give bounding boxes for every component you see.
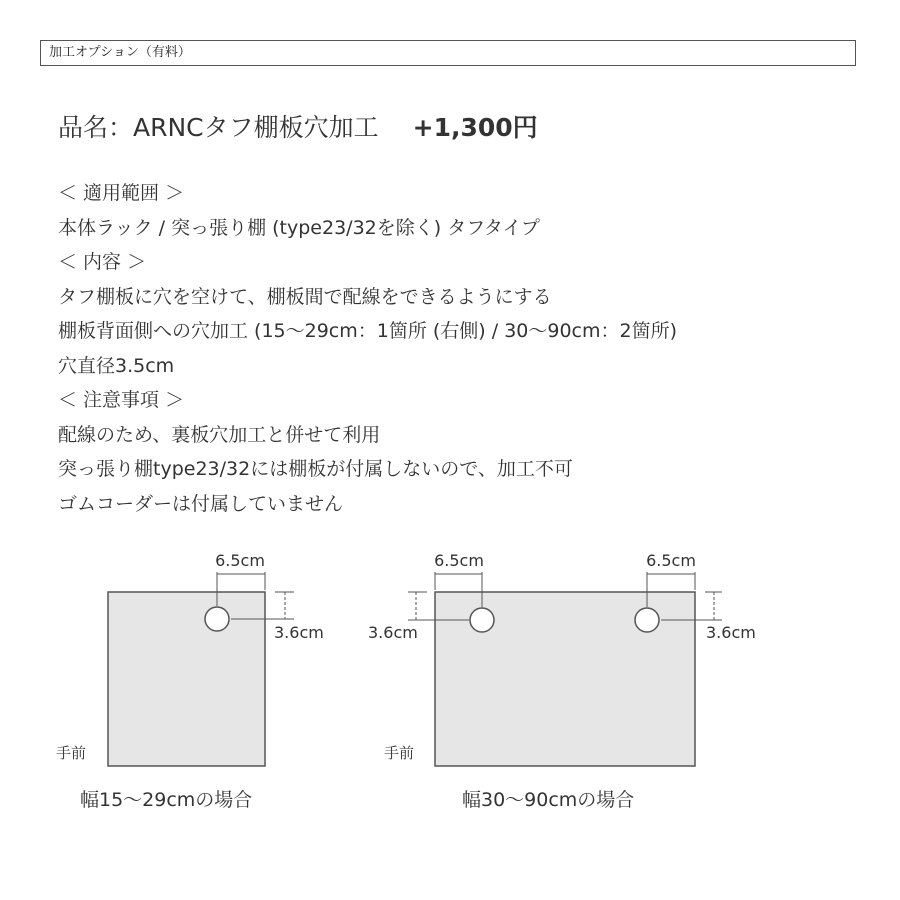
scope-text: 本体ラック / 突っ張り棚 (type23/32を除く) タフタイプ [58, 216, 540, 239]
depth-label-large-right: 3.6cm [706, 623, 756, 642]
width-label-large-right: 6.5cm [646, 551, 696, 570]
hole-large-left [470, 608, 494, 632]
notes-text-2: 突っ張り棚type23/32には棚板が付属しないので、加工不可 [58, 458, 573, 480]
product-price: +1,300円 [412, 113, 538, 142]
content-heading: ＜ 内容 ＞ [58, 251, 147, 273]
scope-heading: ＜ 適用範囲 ＞ [58, 182, 185, 204]
front-label-small: 手前 [56, 744, 87, 762]
option-header-label: 加工オプション（有料） [49, 45, 191, 60]
depth-label-small: 3.6cm [274, 623, 324, 642]
caption-large: 幅30～90cmの場合 [462, 789, 635, 811]
content-text-2: 棚板背面側への穴加工 (15～29cm：1箇所 (右側) / 30～90cm：2箇所) [58, 320, 678, 342]
content-text-3: 穴直径3.5cm [58, 354, 175, 377]
depth-label-large-left: 3.6cm [368, 623, 418, 642]
notes-text-3: ゴムコーダーは付属していません [58, 492, 344, 515]
notes-text-1: 配線のため、裏板穴加工と併せて利用 [58, 423, 381, 446]
hole-small [205, 607, 229, 631]
content-text-1: タフ棚板に穴を空けて、棚板間で配線をできるようにする [58, 285, 552, 308]
notes-heading: ＜ 注意事項 ＞ [58, 389, 185, 411]
front-label-large: 手前 [384, 744, 415, 762]
product-name: 品名：ARNCタフ棚板穴加工 [58, 113, 379, 142]
width-label-large-left: 6.5cm [434, 551, 484, 570]
shelf-panel-small [108, 592, 265, 766]
diagram-small [56, 551, 324, 811]
width-label-small: 6.5cm [215, 551, 265, 570]
caption-small: 幅15～29cmの場合 [80, 789, 253, 811]
hole-large-right [635, 608, 659, 632]
diagram-large [368, 551, 756, 811]
